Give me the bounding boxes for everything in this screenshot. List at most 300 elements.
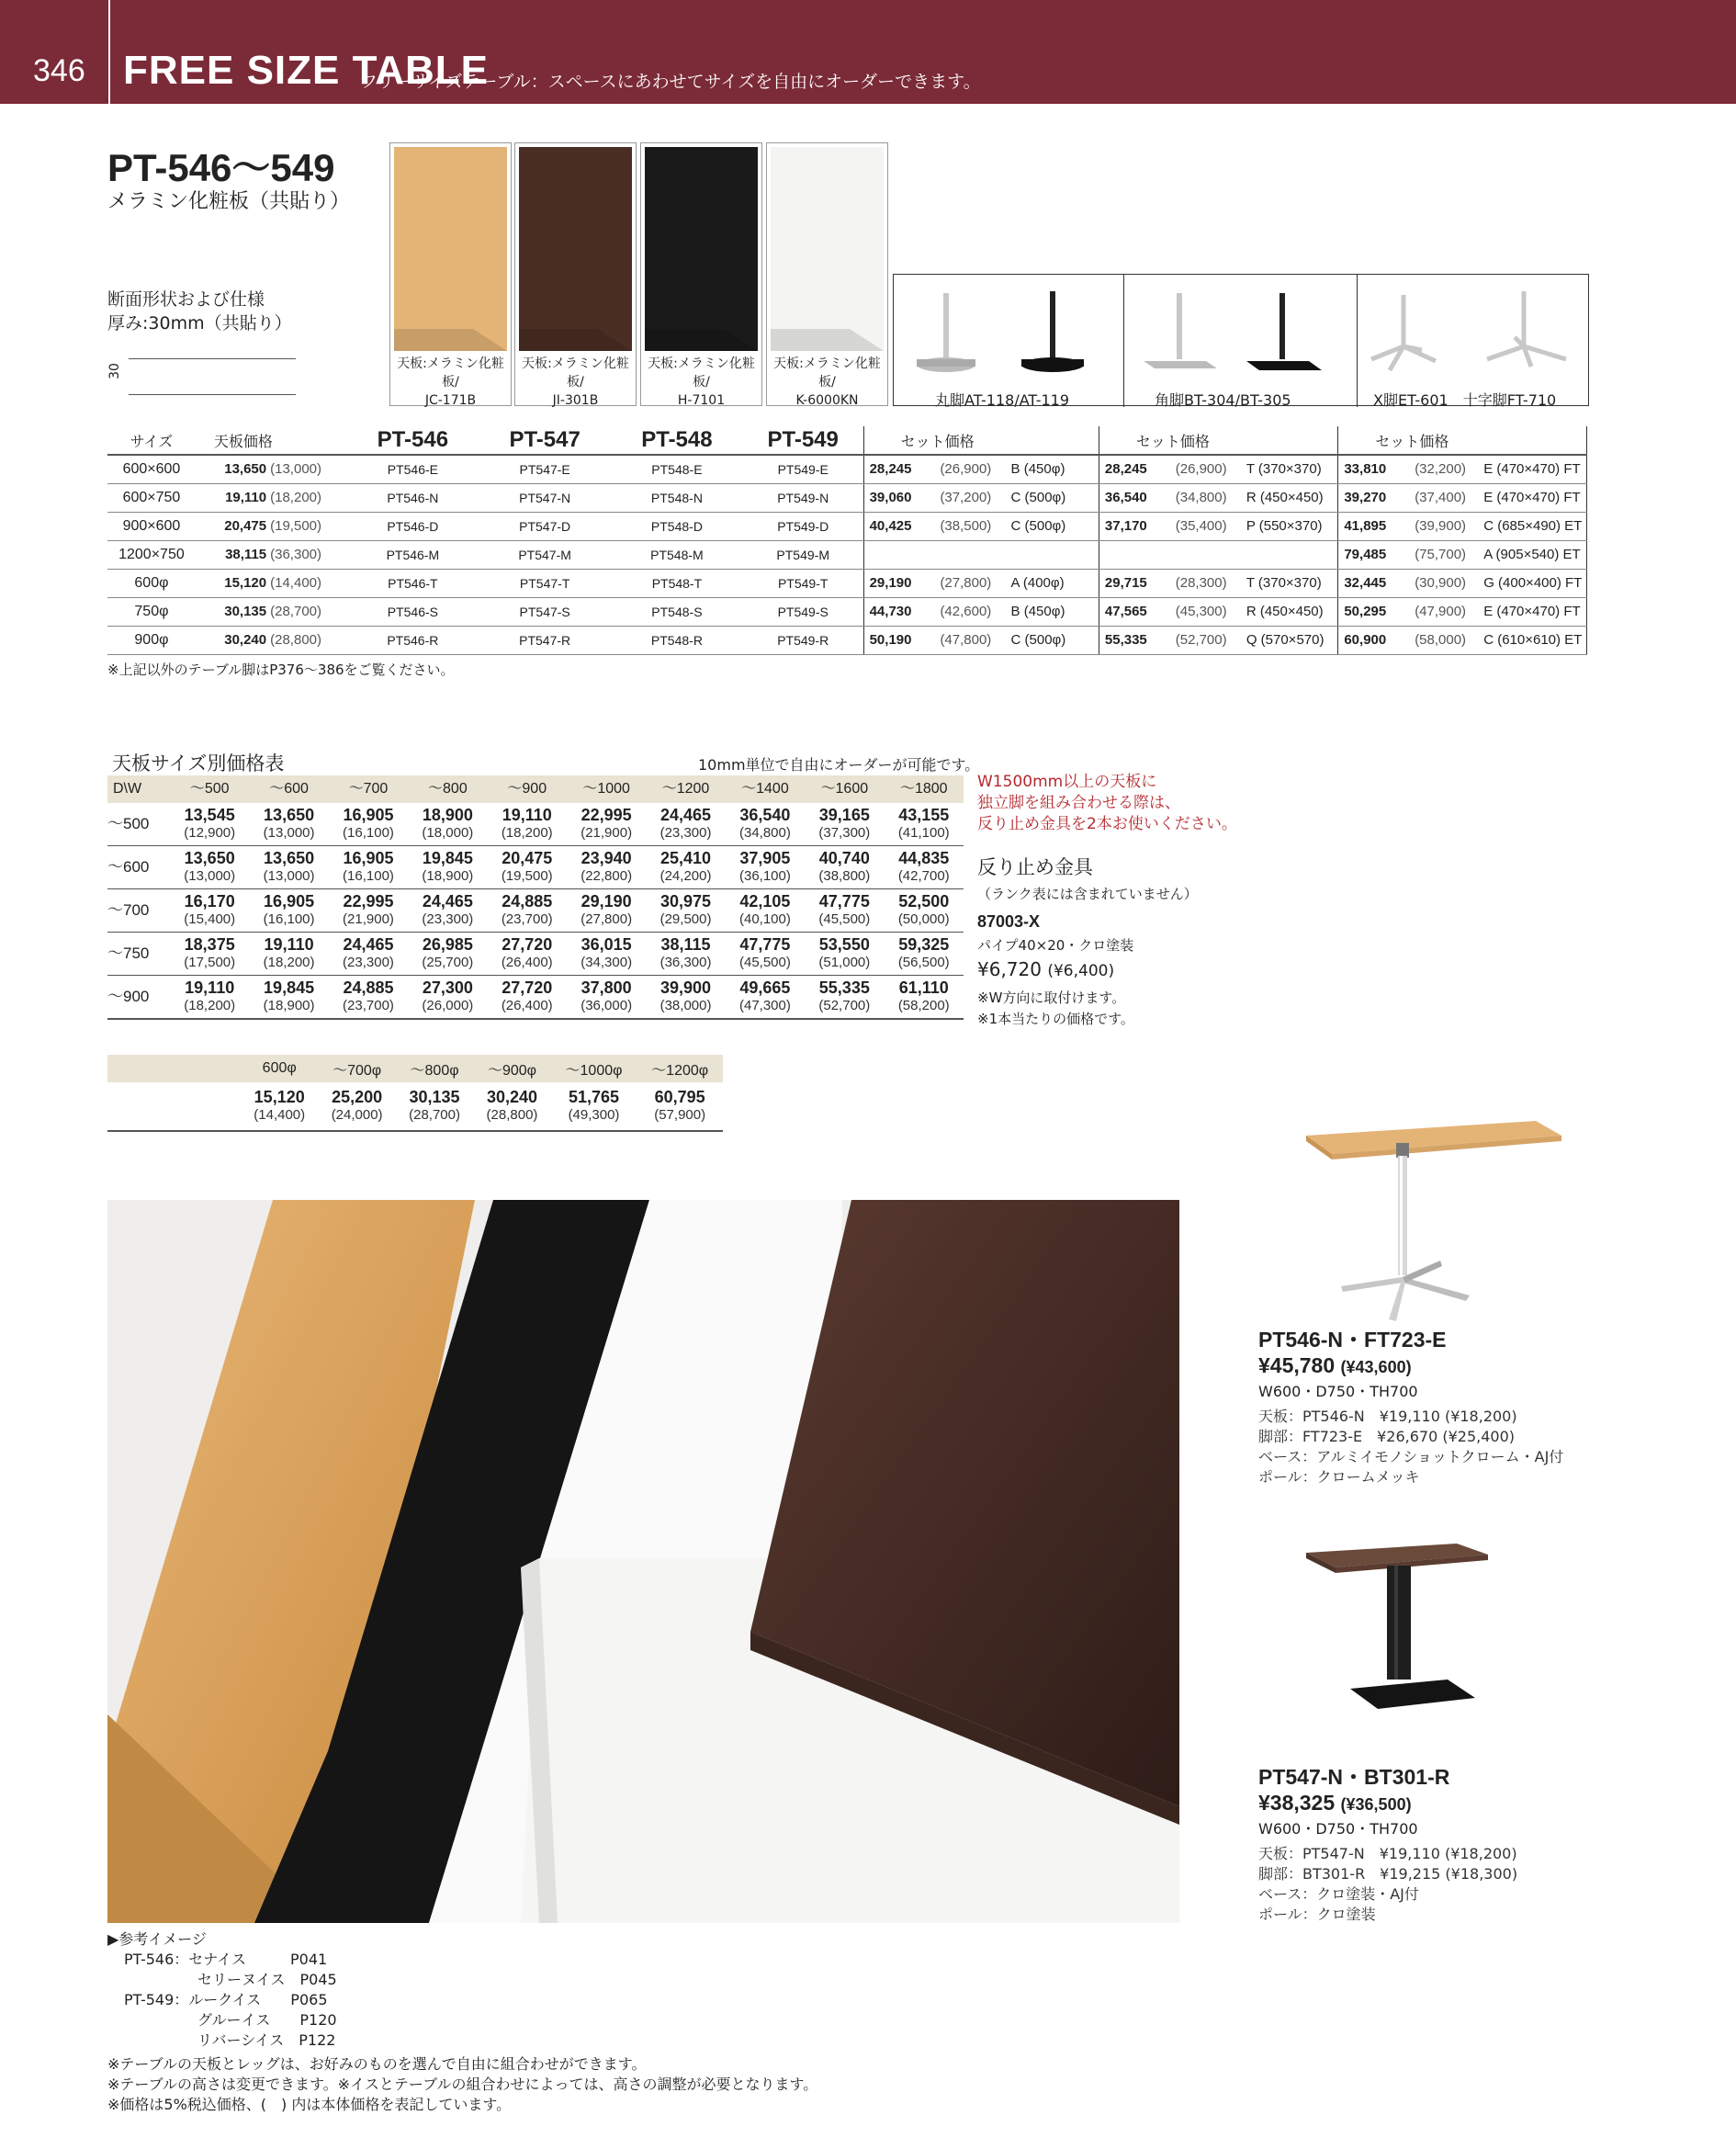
model-cell: PT548-M bbox=[611, 540, 743, 569]
swatch-caption: 天板:メラミン化粧板/ JI-301B bbox=[522, 356, 629, 408]
size-price: 47,775 bbox=[818, 892, 870, 910]
set-base-cell: (28,300) bbox=[1176, 569, 1246, 597]
set-price-cell bbox=[863, 540, 940, 569]
swatch-image bbox=[645, 147, 758, 351]
leg-size-cell bbox=[1246, 540, 1338, 569]
size-price-base: (19,500) bbox=[501, 868, 553, 884]
set-price-cell: 28,245 bbox=[863, 455, 940, 483]
size-header-cell: D\W bbox=[107, 775, 170, 803]
set-price-cell: 29,190 bbox=[863, 569, 940, 597]
size-price-cell bbox=[885, 976, 964, 1020]
size-price-base: (34,800) bbox=[738, 825, 791, 841]
model-cell: PT546-E bbox=[346, 455, 479, 483]
size-price: 16,170 bbox=[184, 892, 235, 910]
size-cell: 600×750 bbox=[107, 483, 196, 512]
size-table-title: 天板サイズ別価格表 bbox=[112, 752, 285, 775]
set-2-line: 天板：PT547-N ¥19,110 (¥18,200) bbox=[1258, 1845, 1517, 1862]
set-2-detail bbox=[1258, 1844, 1517, 1925]
size-price: 59,325 bbox=[898, 935, 950, 954]
size-price-cell bbox=[329, 933, 408, 976]
size-price-cell bbox=[726, 889, 805, 933]
size-price: 20,475 bbox=[502, 849, 553, 867]
leg-size-cell: E (470×470) FT bbox=[1483, 455, 1586, 483]
size-price-base: (24,200) bbox=[659, 868, 712, 884]
size-price-cell bbox=[408, 889, 487, 933]
set-base-cell bbox=[1176, 540, 1246, 569]
leg-panel bbox=[893, 274, 1589, 409]
size-price-cell bbox=[885, 933, 964, 976]
col-pt546: PT-546 bbox=[346, 426, 479, 455]
size-price-base: (45,500) bbox=[738, 955, 791, 970]
set-price-cell: 50,190 bbox=[863, 626, 940, 654]
size-price-base: (41,100) bbox=[897, 825, 950, 841]
price-cell: 30,135 bbox=[196, 597, 270, 626]
bracket-price-line bbox=[977, 958, 1198, 980]
footnotes bbox=[107, 2054, 817, 2115]
round-price-cell bbox=[473, 1082, 550, 1131]
set-base-cell: (34,800) bbox=[1176, 483, 1246, 512]
size-price-cell bbox=[726, 976, 805, 1020]
bracket-price-base: (¥6,400) bbox=[1047, 962, 1115, 980]
size-price-cell bbox=[646, 889, 725, 933]
set-base-cell: (39,900) bbox=[1415, 512, 1483, 540]
size-price-cell bbox=[249, 803, 328, 846]
size-price-base: (22,800) bbox=[581, 868, 633, 884]
size-price-cell bbox=[646, 933, 725, 976]
size-price-cell bbox=[885, 803, 964, 846]
size-row-label: ～600 bbox=[107, 846, 170, 889]
round-row bbox=[107, 1082, 723, 1131]
size-price: 55,335 bbox=[818, 978, 870, 997]
model-cell: PT549-D bbox=[743, 512, 863, 540]
size-price: 47,775 bbox=[739, 935, 791, 954]
round-header-cell: ～800φ bbox=[396, 1055, 473, 1082]
set-2-name: PT547-N・BT301-R bbox=[1258, 1765, 1450, 1789]
set-base-cell: (52,700) bbox=[1176, 626, 1246, 654]
set-1-price-line bbox=[1258, 1353, 1563, 1378]
size-price-base: (18,200) bbox=[184, 998, 236, 1013]
set-price-cell: 37,170 bbox=[1099, 512, 1175, 540]
size-row bbox=[107, 846, 964, 889]
size-price-base: (18,200) bbox=[263, 955, 315, 970]
set-2-line: 脚部：BT301-R ¥19,215 (¥18,300) bbox=[1258, 1865, 1518, 1883]
size-header-cell: ～1600 bbox=[805, 775, 884, 803]
model-cell: PT547-D bbox=[479, 512, 611, 540]
size-price: 53,550 bbox=[818, 935, 870, 954]
col-set-round: セット価格 bbox=[863, 426, 1099, 455]
price-cell: 30,240 bbox=[196, 626, 270, 654]
col-size: サイズ bbox=[107, 426, 196, 455]
size-price-base: (17,500) bbox=[184, 955, 236, 970]
leg-size-cell: A (905×540) ET bbox=[1483, 540, 1586, 569]
size-price-base: (23,700) bbox=[343, 998, 394, 1013]
table-row bbox=[107, 540, 1587, 569]
set-base-cell: (75,700) bbox=[1415, 540, 1483, 569]
model-cell: PT547-R bbox=[479, 626, 611, 654]
size-cell: 900φ bbox=[107, 626, 196, 654]
size-price: 13,650 bbox=[264, 849, 315, 867]
bracket-subtitle: （ランク表には含まれていません） bbox=[977, 886, 1198, 902]
set-base-cell bbox=[940, 540, 1010, 569]
size-price-base: (50,000) bbox=[897, 911, 950, 927]
red-note-line: 独立脚を組み合わせる際は、 bbox=[977, 794, 1180, 812]
leg-size-cell: R (450×450) bbox=[1246, 597, 1338, 626]
size-price-cell bbox=[726, 933, 805, 976]
size-price-cell bbox=[567, 933, 646, 976]
model-cell: PT547-E bbox=[479, 455, 611, 483]
size-price-cell bbox=[805, 976, 884, 1020]
round-header-cell: ～900φ bbox=[473, 1055, 550, 1082]
round-price-base: (57,900) bbox=[654, 1107, 706, 1123]
size-price: 23,940 bbox=[581, 849, 632, 867]
size-price: 18,900 bbox=[422, 806, 473, 824]
set-price-cell: 29,715 bbox=[1099, 569, 1175, 597]
size-price-base: (34,300) bbox=[581, 955, 633, 970]
size-price-base: (56,500) bbox=[897, 955, 950, 970]
size-price-cell bbox=[726, 846, 805, 889]
set-base-cell: (27,800) bbox=[940, 569, 1010, 597]
size-price-base: (45,500) bbox=[818, 911, 871, 927]
table-row bbox=[107, 569, 1587, 597]
swatch-caption: 天板:メラミン化粧板/ JC-171B bbox=[397, 356, 504, 408]
size-price: 29,190 bbox=[581, 892, 632, 910]
leg-illustrations bbox=[894, 282, 1590, 381]
size-price-cell bbox=[249, 846, 328, 889]
size-price-cell bbox=[408, 846, 487, 889]
reference-line: PT-546：セナイス P041 bbox=[124, 1951, 328, 1968]
square-leg-silver-icon bbox=[1144, 293, 1217, 368]
size-price: 19,110 bbox=[264, 935, 314, 954]
set-price-cell: 32,445 bbox=[1338, 569, 1415, 597]
table-row bbox=[107, 597, 1587, 626]
size-price-base: (25,700) bbox=[422, 955, 474, 970]
round-price-base: (14,400) bbox=[254, 1107, 306, 1123]
swatch-edge bbox=[519, 329, 632, 351]
model-cell: PT549-E bbox=[743, 455, 863, 483]
size-price-cell bbox=[646, 976, 725, 1020]
section-diagram bbox=[129, 358, 296, 395]
price-cell: 13,650 bbox=[196, 455, 270, 483]
size-price-cell bbox=[805, 933, 884, 976]
reference-line: リバーシイス P122 bbox=[124, 2031, 336, 2049]
size-price-cell bbox=[805, 889, 884, 933]
size-price-base: (38,000) bbox=[659, 998, 712, 1013]
model-cell: PT546-T bbox=[346, 569, 479, 597]
round-price-cell bbox=[396, 1082, 473, 1131]
size-price: 40,740 bbox=[818, 849, 870, 867]
size-header-cell: ～500 bbox=[170, 775, 249, 803]
size-price-cell bbox=[488, 846, 567, 889]
swatch-caption: 天板:メラミン化粧板/ H-7101 bbox=[648, 356, 755, 408]
size-price: 26,985 bbox=[422, 935, 473, 954]
leg-size-cell: C (610×610) ET bbox=[1483, 626, 1586, 654]
size-price: 42,105 bbox=[739, 892, 791, 910]
round-price-base: (28,800) bbox=[486, 1107, 538, 1123]
set-price-cell: 60,900 bbox=[1338, 626, 1415, 654]
section-subtitle: フリーサイズテーブル：スペースにあわせてサイズを自由にオーダーできます。 bbox=[360, 72, 981, 92]
col-set-x: セット価格 bbox=[1338, 426, 1587, 455]
set-1-line: ポール：クロームメッキ bbox=[1258, 1468, 1420, 1486]
set-1-price: ¥45,780 bbox=[1258, 1353, 1336, 1377]
round-header-blank bbox=[107, 1055, 241, 1082]
size-price-base: (13,000) bbox=[184, 868, 236, 884]
round-price-cell bbox=[637, 1082, 723, 1131]
set-base-cell: (37,400) bbox=[1415, 483, 1483, 512]
table-photo-ft723 bbox=[1286, 1103, 1561, 1323]
table-row bbox=[107, 455, 1587, 483]
model-cell: PT549-S bbox=[743, 597, 863, 626]
round-price: 60,795 bbox=[654, 1088, 705, 1106]
set-base-cell: (45,300) bbox=[1176, 597, 1246, 626]
thickness-label: 厚み:30mm（共貼り） bbox=[107, 313, 292, 334]
set-2-line: ベース：クロ塗装・AJ付 bbox=[1258, 1885, 1419, 1903]
leg-size-cell: T (370×370) bbox=[1246, 455, 1338, 483]
set-1-line: 脚部：FT723-E ¥26,670 (¥25,400) bbox=[1258, 1428, 1516, 1445]
header-divider bbox=[108, 0, 110, 104]
size-price-table bbox=[107, 775, 964, 1020]
price-cell: 15,120 bbox=[196, 569, 270, 597]
size-price-base: (21,900) bbox=[343, 911, 394, 927]
round-header-cell: ～700φ bbox=[318, 1055, 395, 1082]
leg-size-cell: R (450×450) bbox=[1246, 483, 1338, 512]
size-price-base: (16,100) bbox=[343, 825, 394, 841]
cross-leg-icon bbox=[1487, 291, 1566, 367]
leg-size-cell: C (685×490) ET bbox=[1483, 512, 1586, 540]
size-price: 24,885 bbox=[502, 892, 553, 910]
thickness-dimension: 30 bbox=[107, 363, 122, 379]
round-price-cell bbox=[241, 1082, 318, 1131]
page-number: 346 bbox=[33, 53, 85, 88]
size-price: 38,115 bbox=[660, 935, 711, 954]
size-price: 13,545 bbox=[184, 806, 235, 824]
size-price: 19,110 bbox=[502, 806, 552, 824]
size-price: 36,540 bbox=[739, 806, 791, 824]
set-price-cell: 55,335 bbox=[1099, 626, 1175, 654]
size-price-base: (38,800) bbox=[818, 868, 871, 884]
size-price: 16,905 bbox=[264, 892, 315, 910]
red-note bbox=[977, 772, 1237, 835]
size-price: 18,375 bbox=[184, 935, 235, 954]
size-price: 24,465 bbox=[660, 806, 712, 824]
price-base-cell: (18,200) bbox=[270, 483, 346, 512]
set-1-line: 天板：PT546-N ¥19,110 (¥18,200) bbox=[1258, 1408, 1517, 1425]
col-pt548: PT-548 bbox=[611, 426, 743, 455]
size-price-cell bbox=[329, 846, 408, 889]
size-row-label: ～700 bbox=[107, 889, 170, 933]
size-price-cell bbox=[329, 889, 408, 933]
size-price-base: (29,500) bbox=[659, 911, 712, 927]
size-row-label: ～900 bbox=[107, 976, 170, 1020]
set-item-2 bbox=[1258, 1760, 1517, 1925]
set-2-price-base: (¥36,500) bbox=[1340, 1795, 1412, 1814]
table-row bbox=[107, 512, 1587, 540]
leg-size-cell: C (500φ) bbox=[1011, 626, 1099, 654]
size-row-label: ～750 bbox=[107, 933, 170, 976]
x-leg-caption: X脚ET-601 十字脚FT-710 bbox=[1373, 391, 1557, 409]
set-base-cell: (47,900) bbox=[1415, 597, 1483, 626]
set-base-cell: (35,400) bbox=[1176, 512, 1246, 540]
leg-size-cell: A (400φ) bbox=[1011, 569, 1099, 597]
size-price-cell bbox=[567, 889, 646, 933]
col-set-square: セット価格 bbox=[1099, 426, 1337, 455]
size-price-cell bbox=[170, 889, 249, 933]
leg-size-cell: C (500φ) bbox=[1011, 512, 1099, 540]
size-price: 52,500 bbox=[898, 892, 950, 910]
size-header-cell: ～700 bbox=[329, 775, 408, 803]
price-cell: 38,115 bbox=[196, 540, 270, 569]
size-table-note: 10mm単位で自由にオーダーが可能です。 bbox=[698, 756, 980, 774]
leg-size-cell: T (370×370) bbox=[1246, 569, 1338, 597]
size-price-base: (18,000) bbox=[422, 825, 474, 841]
set-base-cell: (32,200) bbox=[1415, 455, 1483, 483]
size-price-cell bbox=[408, 803, 487, 846]
size-price-cell bbox=[329, 803, 408, 846]
reference-line: セリーヌイス P045 bbox=[124, 1971, 337, 1988]
footnote: ※テーブルの天板とレッグは、お好みのものを選んで自由に組合わせができます。 bbox=[107, 2055, 647, 2073]
size-price: 39,165 bbox=[818, 806, 870, 824]
size-price-base: (18,900) bbox=[263, 998, 315, 1013]
size-price: 37,905 bbox=[739, 849, 791, 867]
size-header-cell: ～1400 bbox=[726, 775, 805, 803]
size-price: 44,835 bbox=[898, 849, 950, 867]
size-price: 16,905 bbox=[343, 849, 394, 867]
set-price-cell: 44,730 bbox=[863, 597, 940, 626]
size-price-cell bbox=[805, 803, 884, 846]
set-price-cell: 50,295 bbox=[1338, 597, 1415, 626]
set-base-cell: (58,000) bbox=[1415, 626, 1483, 654]
set-1-price-base: (¥43,600) bbox=[1340, 1358, 1412, 1376]
set-price-cell: 40,425 bbox=[863, 512, 940, 540]
swatch-1 bbox=[389, 142, 512, 406]
size-price-base: (26,400) bbox=[501, 998, 553, 1013]
size-price: 39,900 bbox=[660, 978, 712, 997]
size-price-base: (23,300) bbox=[659, 825, 712, 841]
size-price-cell bbox=[488, 889, 567, 933]
size-price-cell bbox=[567, 976, 646, 1020]
model-cell: PT547-N bbox=[479, 483, 611, 512]
bracket-code: 87003-X bbox=[977, 912, 1041, 931]
round-price: 30,240 bbox=[486, 1088, 537, 1106]
price-base-cell: (28,800) bbox=[270, 626, 346, 654]
size-header-cell: ～1200 bbox=[646, 775, 725, 803]
size-price-cell bbox=[170, 976, 249, 1020]
red-note-line: 反り止め金具を2本お使いください。 bbox=[977, 815, 1237, 833]
reference-title: ▶参考イメージ bbox=[107, 1930, 207, 1948]
size-price-base: (18,900) bbox=[422, 868, 474, 884]
size-price-cell bbox=[170, 846, 249, 889]
size-cell: 900×600 bbox=[107, 512, 196, 540]
tabletops-photo bbox=[107, 1200, 1179, 1923]
red-note-line: W1500mm以上の天板に bbox=[977, 773, 1157, 791]
swatch-edge bbox=[645, 329, 758, 351]
leg-size-cell: E (470×470) FT bbox=[1483, 483, 1586, 512]
round-header-cell: 600φ bbox=[241, 1055, 318, 1082]
leg-size-cell: B (450φ) bbox=[1011, 455, 1099, 483]
square-leg-black-icon bbox=[1246, 293, 1322, 370]
size-price-cell bbox=[488, 803, 567, 846]
leg-size-cell bbox=[1011, 540, 1099, 569]
set-base-cell: (47,800) bbox=[940, 626, 1010, 654]
swatch-edge bbox=[394, 329, 507, 351]
size-header-cell: ～600 bbox=[249, 775, 328, 803]
model-cell: PT548-S bbox=[611, 597, 743, 626]
size-row bbox=[107, 976, 964, 1020]
size-price: 36,015 bbox=[581, 935, 632, 954]
size-price-cell bbox=[567, 846, 646, 889]
size-price: 19,110 bbox=[185, 978, 235, 997]
section-title: FREE SIZE TABLE bbox=[123, 48, 489, 93]
round-price-base: (24,000) bbox=[331, 1107, 383, 1123]
leg-size-cell: B (450φ) bbox=[1011, 597, 1099, 626]
size-price-cell bbox=[249, 933, 328, 976]
size-price: 27,720 bbox=[502, 935, 553, 954]
size-price: 22,995 bbox=[581, 806, 632, 824]
set-price-cell: 47,565 bbox=[1099, 597, 1175, 626]
size-price: 27,300 bbox=[422, 978, 473, 997]
size-price-base: (26,000) bbox=[422, 998, 474, 1013]
bracket-note: ※W方向に取付けます。 bbox=[977, 990, 1126, 1006]
product-code-range: PT-546～549 bbox=[107, 146, 335, 189]
size-price-base: (36,100) bbox=[738, 868, 791, 884]
size-price-base: (23,700) bbox=[501, 911, 553, 927]
size-price-base: (37,300) bbox=[818, 825, 871, 841]
set-price-cell: 28,245 bbox=[1099, 455, 1175, 483]
size-header-cell: ～800 bbox=[408, 775, 487, 803]
model-cell: PT547-T bbox=[479, 569, 611, 597]
set-price-cell: 36,540 bbox=[1099, 483, 1175, 512]
size-price-base: (18,200) bbox=[501, 825, 553, 841]
price-base-cell: (13,000) bbox=[270, 455, 346, 483]
model-cell: PT546-M bbox=[346, 540, 479, 569]
round-price: 15,120 bbox=[254, 1088, 305, 1106]
size-price-base: (40,100) bbox=[738, 911, 791, 927]
round-leg-black-icon bbox=[1021, 291, 1084, 372]
size-price-base: (16,100) bbox=[263, 911, 315, 927]
model-cell: PT548-E bbox=[611, 455, 743, 483]
set-base-cell: (38,500) bbox=[940, 512, 1010, 540]
size-price: 49,665 bbox=[739, 978, 791, 997]
round-price-cell bbox=[318, 1082, 395, 1131]
section-label: 断面形状および仕様 bbox=[107, 289, 265, 310]
size-header-cell: ～900 bbox=[488, 775, 567, 803]
size-price-base: (16,100) bbox=[343, 868, 394, 884]
size-row bbox=[107, 803, 964, 846]
set-price-cell bbox=[1099, 540, 1175, 569]
size-price-base: (52,700) bbox=[818, 998, 871, 1013]
swatch-3 bbox=[640, 142, 762, 406]
size-price-base: (47,300) bbox=[738, 998, 791, 1013]
size-price-base: (26,400) bbox=[501, 955, 553, 970]
bracket-price: ¥6,720 bbox=[977, 958, 1042, 980]
spec-heading bbox=[107, 288, 292, 335]
price-base-cell: (28,700) bbox=[270, 597, 346, 626]
set-1-detail bbox=[1258, 1407, 1563, 1487]
model-cell: PT546-D bbox=[346, 512, 479, 540]
size-header-cell: ～1000 bbox=[567, 775, 646, 803]
size-price: 19,845 bbox=[264, 978, 315, 997]
bracket-title: 反り止め金具 bbox=[977, 856, 1093, 878]
price-table bbox=[107, 426, 1587, 655]
price-cell: 19,110 bbox=[196, 483, 270, 512]
x-leg-icon bbox=[1371, 295, 1436, 370]
set-base-cell: (26,900) bbox=[1176, 455, 1246, 483]
size-price: 30,975 bbox=[660, 892, 712, 910]
size-price: 37,800 bbox=[581, 978, 632, 997]
reference-images bbox=[107, 1929, 337, 2051]
round-header-row bbox=[107, 1055, 723, 1082]
price-base-cell: (36,300) bbox=[270, 540, 346, 569]
size-price-base: (13,000) bbox=[263, 868, 315, 884]
